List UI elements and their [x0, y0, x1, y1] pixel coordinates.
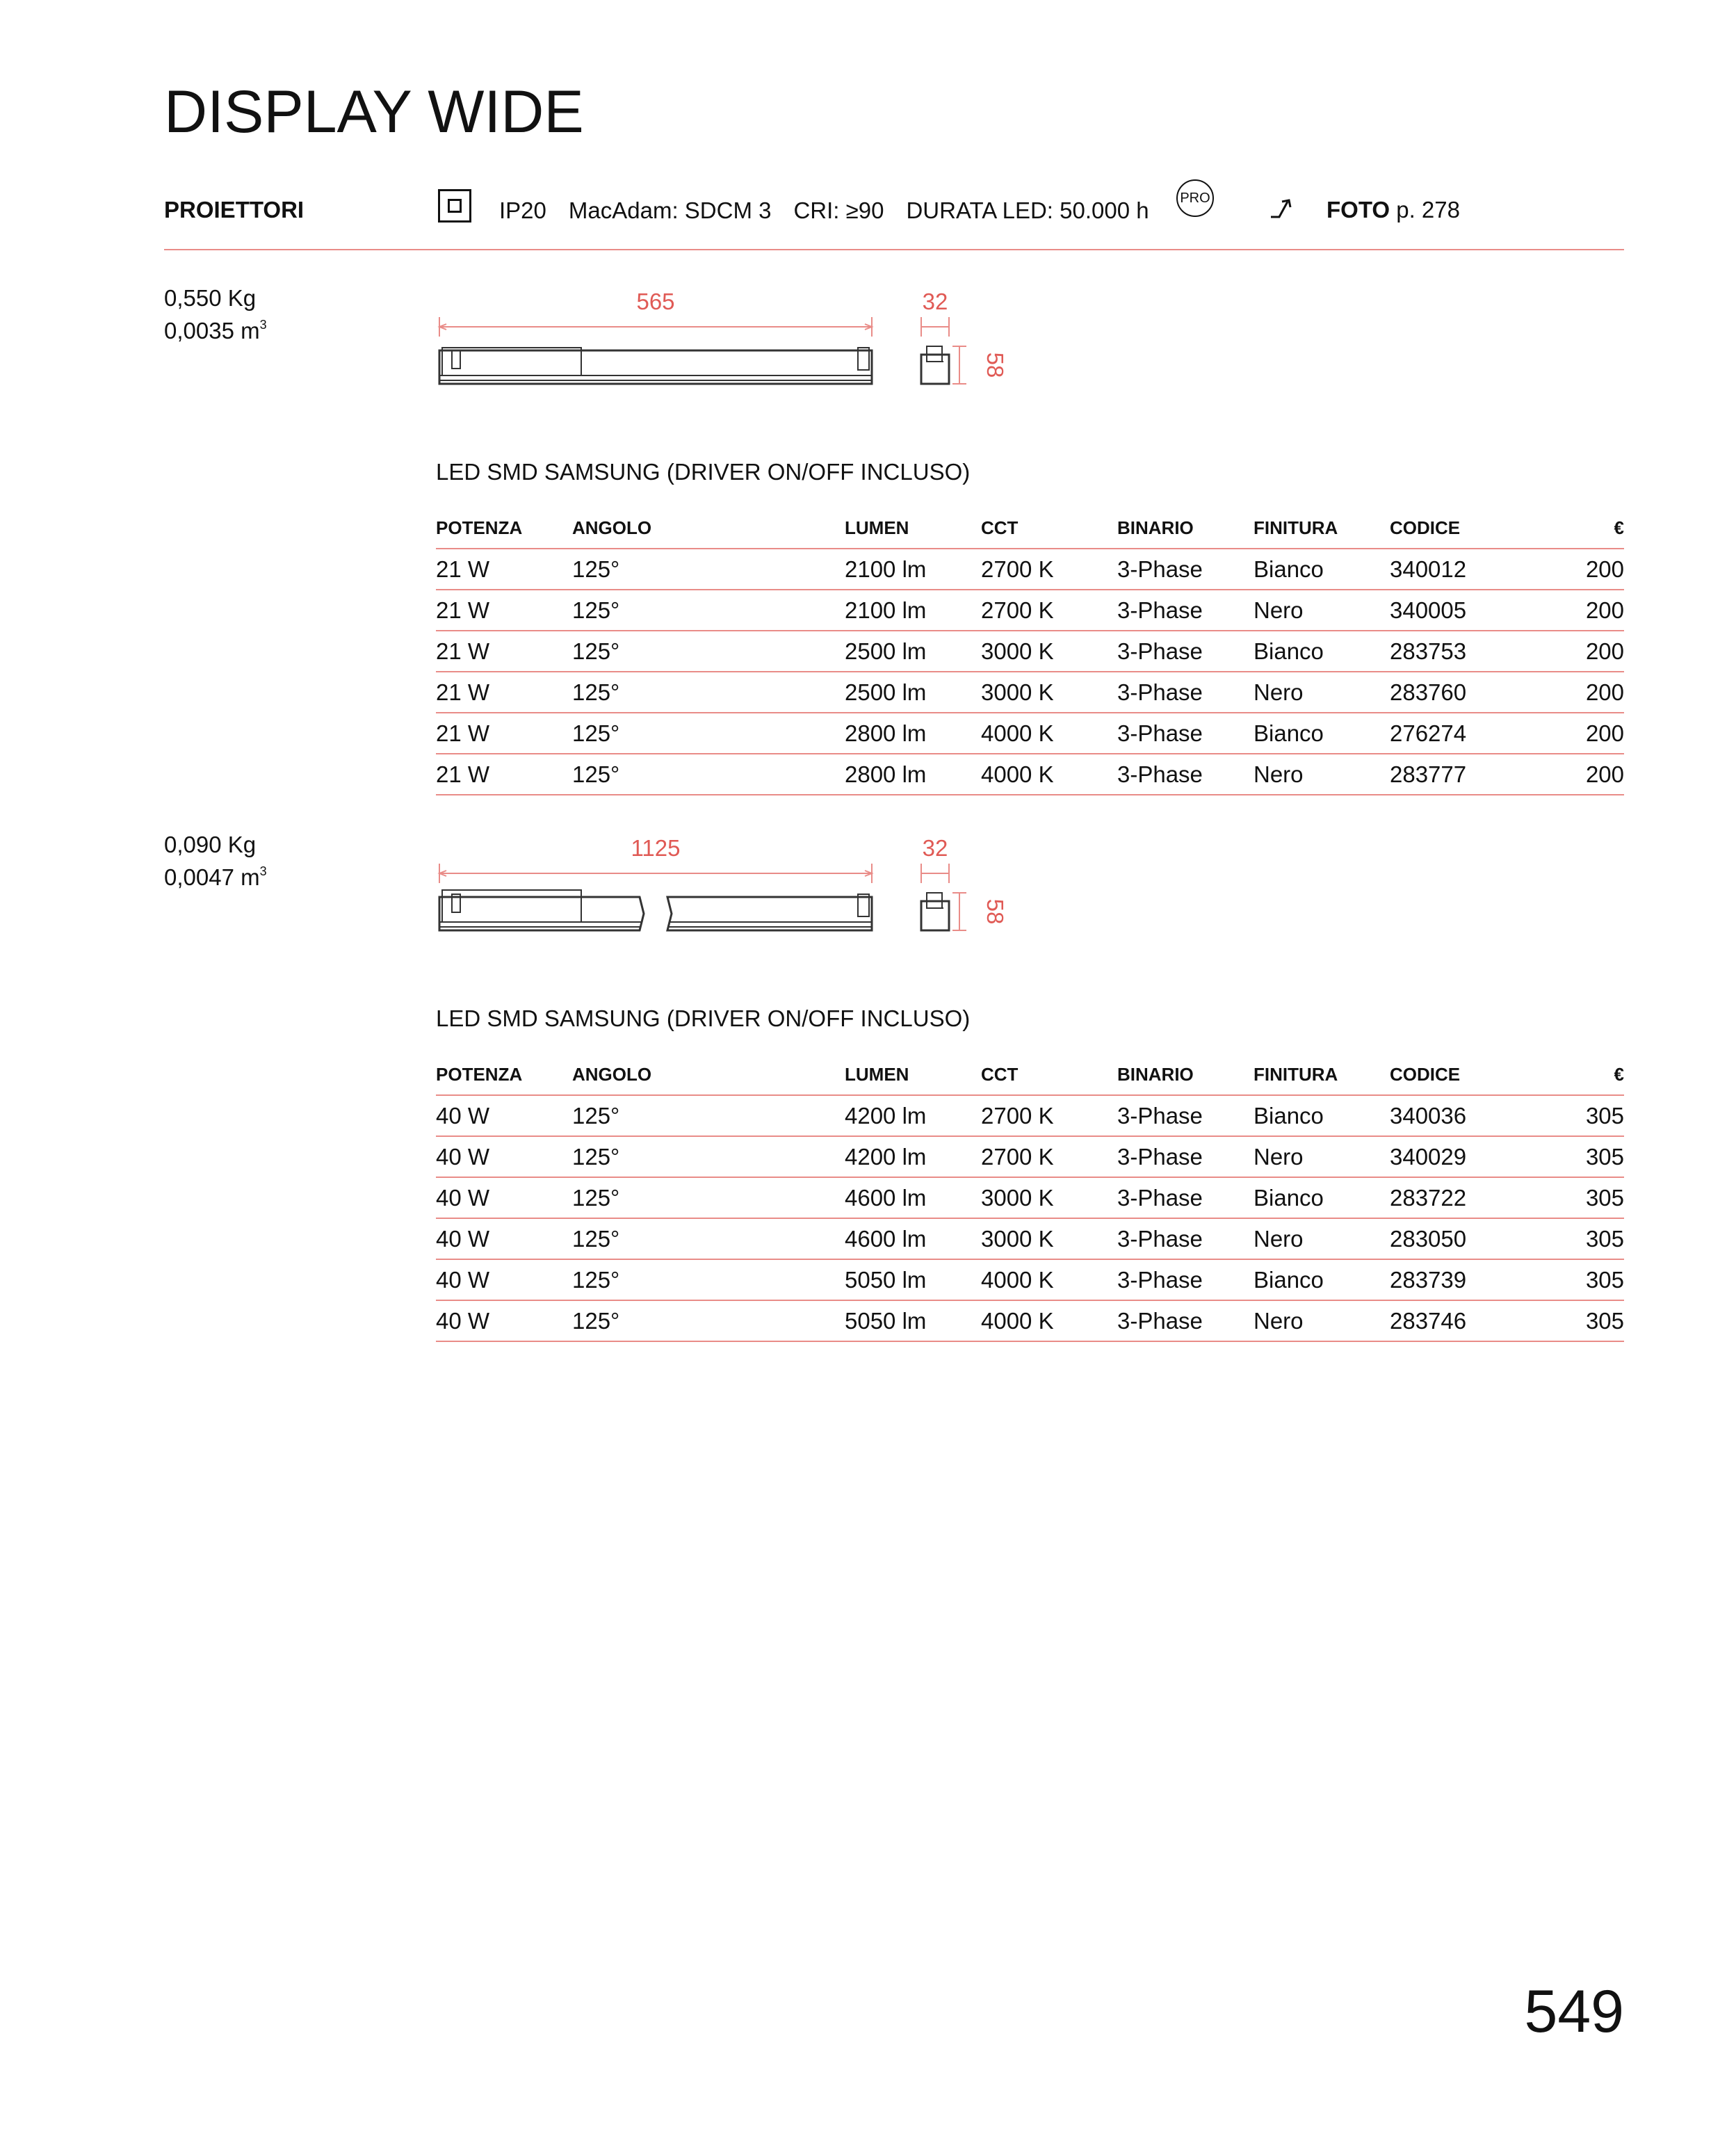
spec-ip: IP20 [499, 197, 546, 223]
table-row [436, 631, 1624, 672]
column-header: BINARIO [1117, 508, 1254, 549]
section-2-subtitle: LED SMD SAMSUNG (DRIVER ON/OFF INCLUSO) [436, 1005, 971, 1031]
table-header-row [436, 508, 1624, 549]
table-cell: 21 W [436, 590, 572, 631]
column-header: CCT [981, 1054, 1117, 1095]
table-cell: 200 [1526, 631, 1624, 672]
dim-length-label: 1125 [631, 835, 681, 861]
dim-width-label: 32 [922, 289, 948, 314]
table-cell: 5050 lm [845, 1300, 981, 1341]
spec-durata: DURATA LED: 50.000 h [906, 197, 1149, 223]
table-row [436, 1177, 1624, 1218]
table-cell: 4600 lm [845, 1218, 981, 1259]
table-cell: 125° [572, 672, 845, 713]
column-header: CCT [981, 508, 1117, 549]
table-cell: 40 W [436, 1177, 572, 1218]
table-row [436, 1218, 1624, 1259]
table-row [436, 1300, 1624, 1341]
column-header: FINITURA [1254, 1054, 1390, 1095]
table-cell: 305 [1526, 1136, 1624, 1177]
section-2-product-table [436, 1054, 1624, 1342]
header-divider [164, 249, 1624, 250]
table-cell: 125° [572, 1095, 845, 1136]
table-cell: 4000 K [981, 713, 1117, 754]
foto-label: FOTO [1327, 197, 1390, 223]
table-cell: 2100 lm [845, 549, 981, 590]
photo-reference-arrow-icon [1268, 193, 1296, 221]
spec-macadam: MacAdam: SDCM 3 [568, 197, 772, 223]
table-cell: 283050 [1390, 1218, 1526, 1259]
table-cell: 21 W [436, 713, 572, 754]
category-label: PROIETTORI [164, 197, 305, 223]
table-cell: 283722 [1390, 1177, 1526, 1218]
table-cell: Nero [1254, 1136, 1390, 1177]
table-cell: 21 W [436, 672, 572, 713]
table-cell: 340005 [1390, 590, 1526, 631]
column-header: BINARIO [1117, 1054, 1254, 1095]
table-cell: 3-Phase [1117, 590, 1254, 631]
table-cell: 3000 K [981, 1177, 1117, 1218]
dim-height-label: 58 [982, 352, 1008, 378]
table-cell: Nero [1254, 754, 1390, 795]
table-cell: 4600 lm [845, 1177, 981, 1218]
table-cell: 125° [572, 1177, 845, 1218]
table-cell: 200 [1526, 713, 1624, 754]
column-header: FINITURA [1254, 508, 1390, 549]
table-cell: 276274 [1390, 713, 1526, 754]
table-cell: 305 [1526, 1095, 1624, 1136]
table-cell: Bianco [1254, 713, 1390, 754]
table-cell: 200 [1526, 672, 1624, 713]
table-row [436, 549, 1624, 590]
table-cell: 125° [572, 754, 845, 795]
table-row [436, 713, 1624, 754]
dim-height-label: 58 [982, 898, 1008, 925]
table-cell: Nero [1254, 1218, 1390, 1259]
table-cell: 4000 K [981, 1259, 1117, 1300]
column-header: LUMEN [845, 508, 981, 549]
table-cell: 5050 lm [845, 1259, 981, 1300]
table-cell: 200 [1526, 549, 1624, 590]
column-header: € [1526, 508, 1624, 549]
table-cell: 283777 [1390, 754, 1526, 795]
table-cell: 3000 K [981, 631, 1117, 672]
table-cell: 40 W [436, 1095, 572, 1136]
table-cell: 2700 K [981, 549, 1117, 590]
volume: 0,0047 $m^3$ [164, 864, 267, 890]
table-cell: 2500 lm [845, 672, 981, 713]
table-cell: 4000 K [981, 754, 1117, 795]
table-cell: 4200 lm [845, 1095, 981, 1136]
section-1-product-table [436, 508, 1624, 795]
table-cell: 2800 lm [845, 754, 981, 795]
table-cell: 21 W [436, 754, 572, 795]
section-1-dimension-drawing [431, 278, 1015, 403]
table-cell: Bianco [1254, 549, 1390, 590]
section-1-weight-info [164, 285, 267, 344]
table-cell: 2800 lm [845, 713, 981, 754]
dim-length-label: 565 [636, 289, 675, 314]
table-cell: 3000 K [981, 1218, 1117, 1259]
table-cell: Bianco [1254, 631, 1390, 672]
column-header: ANGOLO [572, 508, 845, 549]
table-cell: 40 W [436, 1300, 572, 1341]
table-cell: 3-Phase [1117, 754, 1254, 795]
table-cell: 3000 K [981, 672, 1117, 713]
table-row [436, 754, 1624, 795]
table-cell: 2700 K [981, 590, 1117, 631]
table-cell: 2500 lm [845, 631, 981, 672]
table-cell: 200 [1526, 754, 1624, 795]
class-ii-icon [438, 189, 471, 223]
table-cell: 125° [572, 1218, 845, 1259]
table-cell: 305 [1526, 1177, 1624, 1218]
table-cell: 40 W [436, 1218, 572, 1259]
column-header: CODICE [1390, 1054, 1526, 1095]
table-cell: 21 W [436, 631, 572, 672]
table-cell: 3-Phase [1117, 549, 1254, 590]
table-cell: 3-Phase [1117, 672, 1254, 713]
table-row [436, 590, 1624, 631]
table-header-row [436, 1054, 1624, 1095]
column-header: POTENZA [436, 1054, 572, 1095]
table-cell: 283739 [1390, 1259, 1526, 1300]
column-header: € [1526, 1054, 1624, 1095]
table-cell: 200 [1526, 590, 1624, 631]
table-cell: Nero [1254, 1300, 1390, 1341]
table-cell: 3-Phase [1117, 1177, 1254, 1218]
table-cell: 40 W [436, 1259, 572, 1300]
table-cell: 340012 [1390, 549, 1526, 590]
weight: 0,090 Kg [164, 832, 257, 857]
table-cell: 340029 [1390, 1136, 1526, 1177]
volume: 0,0035 $m^3$ [164, 318, 267, 343]
table-row [436, 672, 1624, 713]
table-cell: 3-Phase [1117, 1095, 1254, 1136]
table-cell: 4000 K [981, 1300, 1117, 1341]
table-cell: 4200 lm [845, 1136, 981, 1177]
column-header: ANGOLO [572, 1054, 845, 1095]
table-cell: 125° [572, 713, 845, 754]
table-cell: 125° [572, 549, 845, 590]
column-header: CODICE [1390, 508, 1526, 549]
table-cell: Bianco [1254, 1177, 1390, 1218]
table-cell: 21 W [436, 549, 572, 590]
dim-width-label: 32 [922, 835, 948, 861]
page-title: DISPLAY WIDE [164, 79, 584, 145]
table-cell: 283753 [1390, 631, 1526, 672]
table-cell: 305 [1526, 1300, 1624, 1341]
table-cell: 340036 [1390, 1095, 1526, 1136]
table-row [436, 1095, 1624, 1136]
table-cell: 3-Phase [1117, 1300, 1254, 1341]
table-cell: 2700 K [981, 1136, 1117, 1177]
table-cell: Nero [1254, 590, 1390, 631]
page-number: 549 [1524, 1978, 1624, 2045]
table-cell: 125° [572, 631, 845, 672]
column-header: POTENZA [436, 508, 572, 549]
table-cell: 125° [572, 590, 845, 631]
table-cell: 3-Phase [1117, 1136, 1254, 1177]
table-cell: 2700 K [981, 1095, 1117, 1136]
table-cell: Bianco [1254, 1095, 1390, 1136]
table-cell: 3-Phase [1117, 1259, 1254, 1300]
weight: 0,550 Kg [164, 285, 257, 311]
table-cell: 125° [572, 1300, 845, 1341]
table-cell: Bianco [1254, 1259, 1390, 1300]
section-1-subtitle: LED SMD SAMSUNG (DRIVER ON/OFF INCLUSO) [436, 459, 971, 485]
foto-page: p. 278 [1396, 197, 1460, 223]
spec-cri: CRI: ≥90 [793, 197, 884, 223]
table-cell: 40 W [436, 1136, 572, 1177]
table-cell: 305 [1526, 1218, 1624, 1259]
table-cell: 283760 [1390, 672, 1526, 713]
pro-badge-icon: PRO [1176, 179, 1214, 217]
table-cell: 125° [572, 1259, 845, 1300]
column-header: LUMEN [845, 1054, 981, 1095]
table-cell: 283746 [1390, 1300, 1526, 1341]
table-cell: 3-Phase [1117, 713, 1254, 754]
table-cell: Nero [1254, 672, 1390, 713]
table-row [436, 1136, 1624, 1177]
spec-bar [438, 179, 1171, 242]
photo-reference[interactable] [1327, 197, 1460, 223]
section-2-weight-info [164, 832, 267, 891]
table-cell: 305 [1526, 1259, 1624, 1300]
table-cell: 3-Phase [1117, 1218, 1254, 1259]
table-cell: 125° [572, 1136, 845, 1177]
table-row [436, 1259, 1624, 1300]
section-2-dimension-drawing [431, 825, 1015, 950]
table-cell: 3-Phase [1117, 631, 1254, 672]
table-cell: 2100 lm [845, 590, 981, 631]
